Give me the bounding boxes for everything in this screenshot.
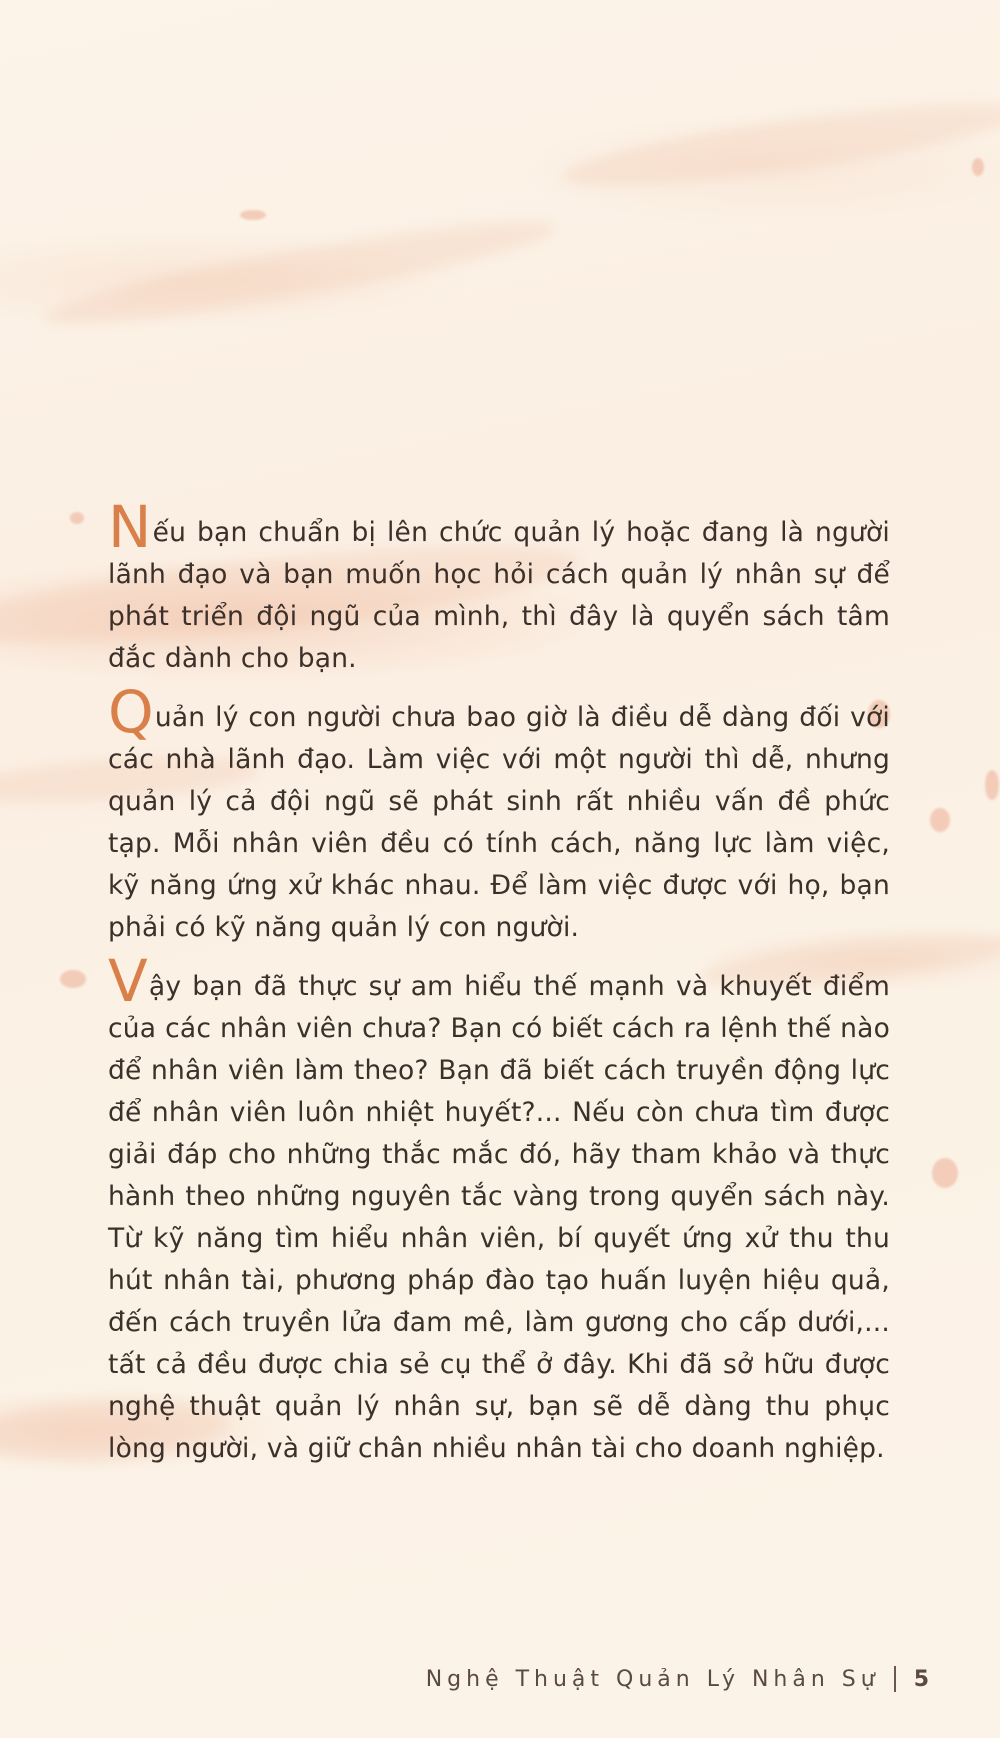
paragraph-text: ếu bạn chuẩn bị lên chức quản lý hoặc đang là người lãnh đạo và bạn muốn học hỏi cách quản lý nhân sự để phát triển đội ngũ của mình, thì đây là quyển sách tâm đắc dành cho bạn.: [108, 517, 890, 674]
dropcap-letter: N: [108, 493, 152, 561]
paragraph-text: ậy bạn đã thực sự am hiểu thế mạnh và khuyết điểm của các nhân viên chưa? Bạn có biết cách ra lệnh thế nào để nhân viên làm theo? Bạn đã biết cách truyền động lực để nhân viên luôn nhiệt huyết?... Nếu còn chưa tìm được giải đáp cho những thắc mắc đó, hãy tham khảo và thực hành theo những nguyên tắc vàng trong quyển sách này. Từ kỹ năng tìm hiểu nhân viên, bí quyết ứng xử thu thu hút nhân tài, phương pháp đào tạo huấn luyện hiệu quả, đến cách truyền lửa đam mê, làm gương cho cấp dưới,... tất cả đều được chia sẻ cụ thể ở đây. Khi đã sở hữu được nghệ thuật quản lý nhân sự, bạn sẽ dễ dàng thu phục lòng người, và giữ chân nhiều nhân tài cho doanh nghiệp.: [108, 971, 890, 1464]
page-number: 5: [913, 1666, 930, 1692]
watercolor-dot: [985, 770, 999, 800]
watercolor-dot: [240, 210, 266, 220]
paragraph-2: [108, 678, 890, 949]
dropcap-letter: Q: [108, 678, 154, 746]
footer-divider: [894, 1666, 896, 1692]
watercolor-dot: [70, 512, 84, 524]
watercolor-streak: [559, 88, 1000, 202]
body-text: [108, 493, 890, 1487]
watercolor-dot: [60, 970, 86, 988]
watercolor-dot: [972, 158, 984, 176]
watercolor-streak: [40, 205, 560, 341]
watercolor-dot: [932, 1158, 958, 1188]
watercolor-dot: [930, 808, 950, 832]
page-footer: [350, 1663, 930, 1695]
dropcap-letter: V: [108, 947, 148, 1015]
paragraph-text: uản lý con người chưa bao giờ là điều dễ dàng đối với các nhà lãnh đạo. Làm việc với một người thì dễ, nhưng quản lý cả đội ngũ sẽ phát sinh rất nhiều vấn đề phức tạp. Mỗi nhân viên đều có tính cách, năng lực làm việc, kỹ năng ứng xử khác nhau. Để làm việc được với họ, bạn phải có kỹ năng quản lý con người.: [108, 702, 890, 943]
paragraph-1: [108, 493, 890, 680]
running-title: Nghệ Thuật Quản Lý Nhân Sự: [425, 1666, 880, 1692]
paragraph-3: [108, 947, 890, 1470]
